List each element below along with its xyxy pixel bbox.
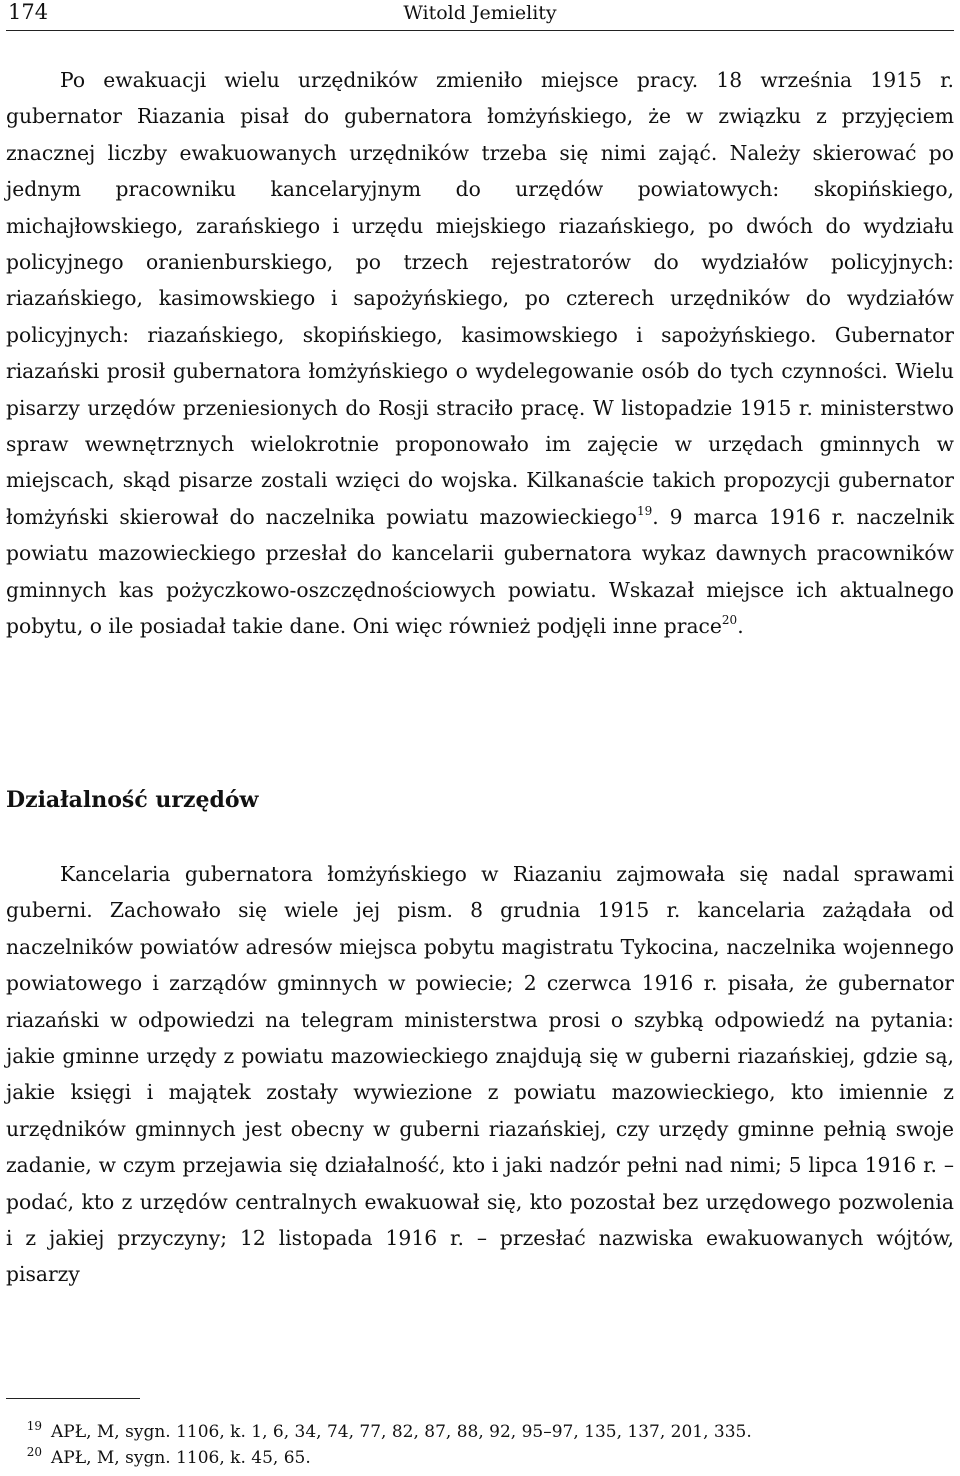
footnote-ref-20[interactable]: 20 xyxy=(721,613,738,628)
paragraph-text: Kancelaria gubernatora łomżyńskiego w Riazaniu zajmowała się nadal sprawami guberni. Zachowało się wiele jej pism. 8 grudnia 1915 r. kancelaria zażądała od naczelników powiatów adresów miejsca pobytu magistratu Tykocina, naczelnika wojennego powiatowego i zarządów gminnych w powiecie; 2 czerwca 1916 r. pisała, że gubernator riazański w odpowiedzi na telegram ministerstwa prosi o szybką odpowiedź na pytania: jakie gminne urzędy z powiatu mazowieckiego znajdują się w guberni riazańskiej, gdzie są, jakie księgi i majątek zostały wywiezione z powiatu mazowieckiego, kto imiennie z urzędników gminnych jest obecny w guberni riazańskiej, czy urzędy gminne pełnią swoje zadanie, w czym przejawia się działalność, kto i jaki nadzór pełni nad nimi; 5 lipca 1916 r. – podać, kto z urzędów centralnych ewakuował się, kto pozostał bez urzędowego pozwolenia i z jakiej przyczyny; 12 listopada 1916 r. – przesłać nazwiska ewakuowanych wójtów, pisarzy xyxy=(6,862,954,1287)
footnote-text: APŁ, M, sygn. 1106, k. 45, 65. xyxy=(51,1448,311,1468)
page-header xyxy=(6,0,954,31)
footnote-20 xyxy=(6,1440,954,1470)
body-paragraph-2 xyxy=(6,856,954,1293)
footnote-text: APŁ, M, sygn. 1106, k. 1, 6, 34, 74, 77, 82, 87, 88, 92, 95–97, 135, 137, 201, 335. xyxy=(51,1422,752,1442)
page-number: 174 xyxy=(8,0,49,24)
body-paragraph-1 xyxy=(6,62,954,645)
running-title: Witold Jemielity xyxy=(403,2,557,24)
footnote-number: 19 xyxy=(26,1419,42,1433)
footnote-ref-19[interactable]: 19 xyxy=(636,503,653,518)
paragraph-text: . 9 marca 1916 r. naczelnik powiatu mazowieckiego przesłał do kancelarii gubernatora wykaz dawnych pracowników gminnych kas pożyczkowo-oszczędnościowych powiatu. Wskazał miejsce ich aktualnego pobytu, o ile posiadał takie dane. Oni więc również podjęli inne prace xyxy=(6,504,955,639)
paragraph-text: . xyxy=(737,614,744,639)
footnote-divider xyxy=(6,1398,140,1399)
paragraph-text: Po ewakuacji wielu urzędników zmieniło miejsce pracy. 18 września 1915 r. gubernator Riazania pisał do gubernatora łomżyńskiego, że w związku z przyjęciem znacznej liczby ewakuowanych urzędników trzeba się nimi zająć. Należy skierować po jednym pracowniku kancelaryjnym do urzędów powiatowych: skopińskiego, michajłowskiego, zarańskiego i urzędu miejskiego riazańskiego, po dwóch do wydziału policyjnego oranienburskiego, po trzech rejestratorów do wydziałów policyjnych: riazańskiego, kasimowskiego i sapożyńskiego, po czterech urzędników do wydziałów policyjnych: riazańskiego, skopińskiego, kasimowskiego i sapożyńskiego. Gubernator riazański prosił gubernatora łomżyńskiego o wydelegowanie osób do tych czynności. Wielu pisarzy urzędów przeniesionych do Rosji straciło pracę. W listopadzie 1915 r. ministerstwo spraw wewnętrznych wielokrotnie proponowało im zajęcie w urzędach gminnych w miejscach, skąd pisarze zostali wzięci do wojska. Kilkanaście takich propozycji gubernator łomżyński skierował do naczelnika powiatu mazowieckiego xyxy=(6,68,954,529)
footnote-number: 20 xyxy=(26,1445,42,1459)
section-heading: Działalność urzędów xyxy=(6,787,259,813)
